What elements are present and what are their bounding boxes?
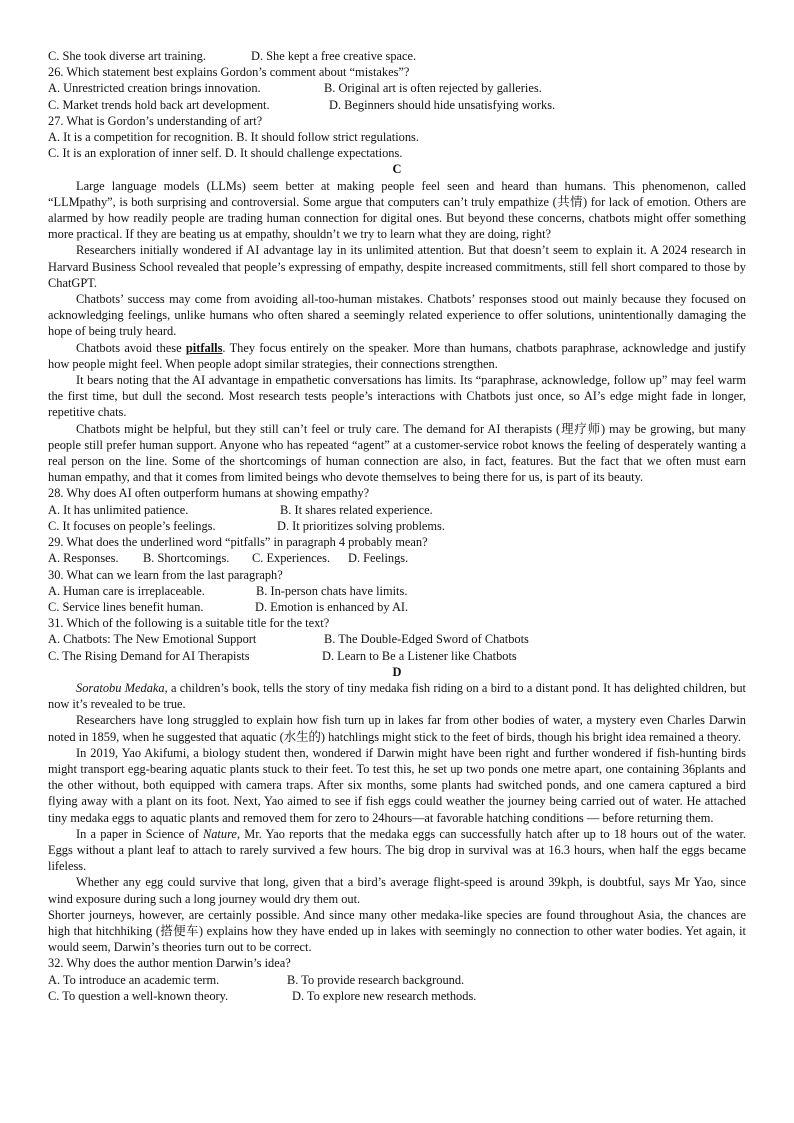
q29-option-b: B. Shortcomings. [143,551,230,566]
q29-stem: 29. What does the underlined word “pitfalls” in paragraph 4 probably mean? [48,535,428,550]
section-d-paragraph-2: Researchers have long struggled to explain how fish turn up in lakes far from other bodies of water, a mystery even Charles Darwin noted in 1859, when he suggested that aquatic (水生的) hatchlings might stick to the feet of birds, though his bright idea remained a theory. [48,713,746,744]
q28-option-a: A. It has unlimited patience. [48,502,189,517]
q30-options-ab [48,583,746,599]
q26-stem: 26. Which statement best explains Gordon’s comment about “mistakes”? [48,65,410,80]
q30-option-d: D. Emotion is enhanced by AI. [255,599,409,614]
paragraph-4-rest: , Mr. Yao reports that the medaka eggs can successfully hatch after up to 18 hours out of the water. Eggs without a plant leaf to attach to rarely survived a few hours. The big drop in survival was at 16.3 hours, when half the eggs became lifeless. [48,826,746,874]
q28-option-b: B. It shares related experience. [280,502,433,517]
q25-option-d: D. She kept a free creative space. [251,49,417,63]
section-c-paragraph-1: Large language models (LLMs) seem better at making people feel seen and heard than humans. This phenomenon, called “LLMpathy”, is both surprising and controversial. Some argue that computers can’t truly empathize (共情) for lack of emotion. Others are alarmed by how readily people are trading human connection for digital ones. But beyond these concerns, chatbots might offer something more practical. If they are beating us at empathy, shouldn’t we try to learn what they are doing, right? [48,178,746,242]
section-c-paragraph-6: Chatbots might be helpful, but they still can’t feel or truly care. The demand for AI therapists (理疗师) may be growing, but many people still prefer human support. Anyone who has repeated “agent” at a customer-service robot knows the feeling of desperately wanting a real person on the line. Some of the shortcomings of human connection are also, in fact, features. But the fact that we often must earn human empathy, and that it comes from limited beings who devote themselves to being there for us, is part of its beauty. [48,421,746,485]
q26-options-cd [48,97,746,113]
q32-option-b: B. To provide research background. [287,972,465,987]
q31-options-cd [48,648,746,664]
q27-stem: 27. What is Gordon’s understanding of art? [48,113,263,128]
section-c-paragraph-2: Researchers initially wondered if AI advantage lay in its unlimited attention. But that doesn’t seem to explain it. A 2024 research in Harvard Business School revealed that people’s expressing of empathy, despite increased commitments, still fell short compared to those by ChatGPT. [48,243,746,290]
paragraph-4-start: Chatbots avoid these [76,340,186,355]
q31-option-d: D. Learn to Be a Listener like Chatbots [322,648,517,663]
q31-option-a: A. Chatbots: The New Emotional Support [48,632,257,647]
q30-option-c: C. Service lines benefit human. [48,599,204,614]
q31-stem: 31. Which of the following is a suitable title for the text? [48,616,330,631]
q27-options-ab: A. It is a competition for recognition. B. It should follow strict regulations. [48,130,419,145]
q28-stem: 28. Why does AI often outperform humans at showing empathy? [48,486,370,501]
q32-options-ab [48,972,746,988]
paragraph-4-start: In a paper in Science of [76,826,203,841]
q28-option-c: C. It focuses on people’s feelings. [48,518,216,533]
q26-option-a: A. Unrestricted creation brings innovation. [48,81,261,96]
section-d-paragraph-3: In 2019, Yao Akifumi, a biology student then, wondered if Darwin might have been right and further wondered if fish-hunting birds might transport egg-bearing aquatic plants stuck to their feet. To test this, he set up two ponds one metre apart, one containing 36plants and the other without, both equipped with camera traps. After six months, some plants had switched ponds, and one camera captured a bird flying away with a plant on its foot. Next, Yao aimed to see if fish eggs could weather the journey being carried out of water. He attached tiny medaka eggs to aquatic plants and removed them for zero to 24hours—at favorable hatching conditions — before returning them. [48,745,746,825]
q30-options-cd [48,599,746,615]
q28-option-d: D. It prioritizes solving problems. [277,518,445,533]
q28-options-ab [48,502,746,518]
q32-stem: 32. Why does the author mention Darwin’s idea? [48,956,291,971]
q29-option-d: D. Feelings. [348,551,409,566]
q26-options-ab [48,80,746,96]
book-title: Soratobu Medaka [76,680,165,695]
q29-options [48,550,746,566]
underlined-word-pitfalls: pitfalls [185,340,223,355]
section-c-paragraph-4 [48,340,746,372]
section-d-paragraph-4 [48,826,746,875]
section-d-heading: D [392,664,402,679]
q32-options-cd [48,988,746,1004]
q31-option-b: B. The Double-Edged Sword of Chatbots [324,632,529,647]
paragraph-4-rest: . They focus entirely on the speaker. More than humans, chatbots paraphrase, acknowledge and justify how people might feel. When people adopt similar strategies, their connections strengthen. [48,340,746,371]
exam-page [48,48,746,1004]
section-c-paragraph-5: It bears noting that the AI advantage in empathetic conversations has limits. Its “paraphrase, acknowledge, follow up” may feel warm the first time, but dull the second. Most research tests people’s interactions with Chatbots just once, so AI’s edge might fade in longer, repetitive chats. [48,373,746,420]
section-c-paragraph-3: Chatbots’ success may come from avoiding all-too-human mistakes. Chatbots’ responses stood out mainly because they focused on acknowledging feelings, unlike humans who often shared a seemingly related experience to offer solutions, unintentionally damaging the hope of being truly heard. [48,292,746,339]
q25-options-cd [48,48,746,64]
paragraph-1-rest: , a children’s book, tells the story of tiny medaka fish riding on a bird to a distant pond. It has delighted children, but now it’s revealed to be true. [48,680,746,712]
section-d-paragraph-1 [48,680,746,712]
q28-options-cd [48,518,746,534]
section-d-paragraph-6: Shorter journeys, however, are certainly possible. And since many other medaka-like species are found throughout Asia, the chances are high that hitchhiking (搭便车) explains how they have ended up in lakes with seemingly no connection to other water bodies. Yet again, it would seem, Darwin’s theories turn out to be correct. [48,907,746,955]
q32-option-a: A. To introduce an academic term. [48,972,220,987]
section-c-heading: C [392,162,402,177]
section-d-paragraph-5: Whether any egg could survive that long, given that a bird’s average flight-speed is around 39kph, is doubtful, says Mr Yao, since wind exposure during such a long journey would dry them out. [48,875,746,906]
q27-options-cd: C. It is an exploration of inner self. D. It should challenge expectations. [48,146,403,161]
q30-stem: 30. What can we learn from the last paragraph? [48,567,283,582]
q32-option-c: C. To question a well-known theory. [48,988,229,1003]
q30-option-b: B. In-person chats have limits. [256,583,408,598]
q29-option-c: C. Experiences. [252,551,331,566]
q31-options-ab [48,631,746,647]
q26-option-c: C. Market trends hold back art development. [48,97,270,112]
q26-option-d: D. Beginners should hide unsatisfying works. [329,97,556,112]
q26-option-b: B. Original art is often rejected by galleries. [324,81,542,96]
q25-option-c: C. She took diverse art training. [48,49,206,63]
q31-option-c: C. The Rising Demand for AI Therapists [48,648,250,663]
journal-name: Nature [202,826,237,841]
q30-option-a: A. Human care is irreplaceable. [48,583,205,598]
q29-option-a: A. Responses. [48,551,119,566]
q32-option-d: D. To explore new research methods. [292,988,477,1003]
